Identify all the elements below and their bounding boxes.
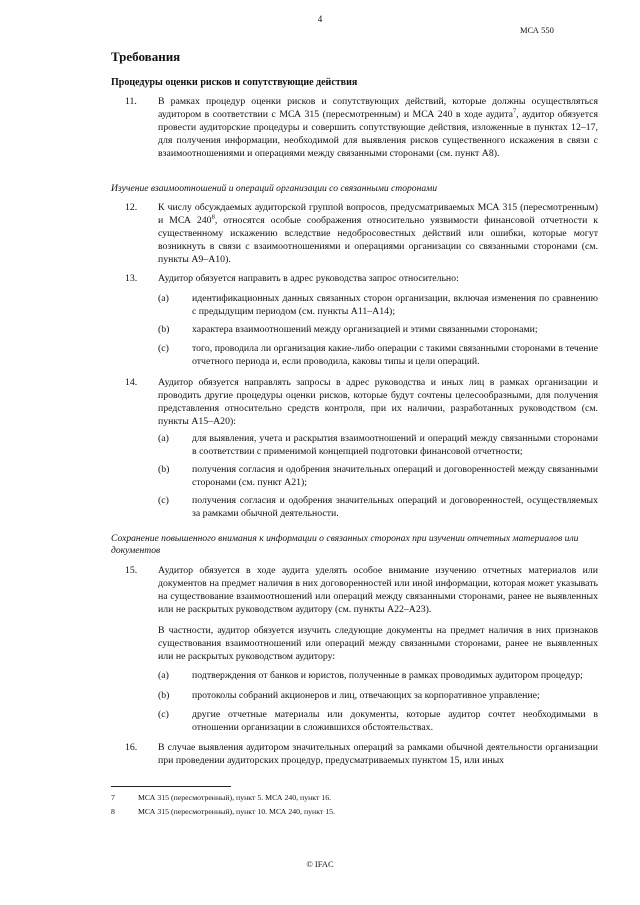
footnote-divider (111, 786, 231, 787)
paragraph-text: В рамках процедур оценки рисков и сопутствующих действий, которые должны осуществляться аудитором в соответствии с МСА 315 (пересмотренным) и МСА 240 в ходе аудита$^7$, аудитор обязуется провести аудиторские процедуры и совершить сопутствующие действия, изложенные в пунктах 12–17, для получения информации, необходимой для выявления рисков существенного искажения в связи с взаимоотношениями и операциями между связанными сторонами (см. пункт А8). (158, 96, 598, 160)
section-heading-documents-review: Сохранение повышенного внимания к информации о связанных сторонах при изучении отчетных материалов или документов (111, 533, 579, 556)
paragraph-13 (111, 272, 598, 285)
list-item: (a) идентификационных данных связанных сторон организации, включая изменения по сравнению с предыдущим периодом (см. пункты А11–А14); (158, 293, 598, 318)
list-item: (a) подтверждения от банков и юристов, полученные в рамках проводимых аудитором процедур; (158, 670, 583, 681)
paragraph-15-continuation: В частности, аудитор обязуется изучить следующие документы на предмет наличия в них признаков существования взаимоотношений или операций между связанными сторонами, ранее не выявленных или не раскрытых руководством аудитору: (158, 625, 598, 663)
section-heading-related-parties: Изучение взаимоотношений и операций организации со связанными сторонами (111, 183, 438, 194)
paragraph-number: 15. (125, 565, 138, 576)
footnote: 8 МСА 315 (пересмотренный), пункт 10. МСА 240, пункт 15. (111, 807, 335, 816)
footnote-ref[interactable]: 8 (211, 213, 215, 221)
list-item: (b) характера взаимоотношений между организацией и этими связанными сторонами; (158, 324, 538, 335)
paragraph-number: 11. (125, 96, 137, 107)
footnote: 7 МСА 315 (пересмотренный), пункт 5. МСА 240, пункт 16. (111, 793, 332, 802)
list-item: (b) получения согласия и одобрения значительных операций и договоренностей между связанными сторонами (см. пункт А21); (158, 464, 598, 489)
paragraph-text: Аудитор обязуется направлять запросы в адрес руководства и иных лиц в рамках организации и проводить другие процедуры оценки рисков, которые будут сочтены целесообразными, для получения представления относительно средств контроля, при их наличии, разработанных руководством (см. пункты А15–А20): (158, 377, 598, 428)
page-title: Требования (111, 49, 181, 64)
paragraph-text: В случае выявления аудитором значительных операций за рамками обычной деятельности организации при проведении аудиторских процедур, предусматриваемых пунктом 15, или иных (158, 742, 598, 767)
paragraph-text: Аудитор обязуется в ходе аудита уделять особое внимание изучению отчетных материалов или документов на предмет наличия в них договоренностей или иной информации, которая может указывать на существование взаимоотношений или операций между связанными сторонами, ранее не выявленных или не раскрытых руководством аудитору (см. пункты А22–А23). (158, 565, 598, 616)
footnote-ref[interactable]: 7 (512, 107, 517, 115)
list-item: (c) другие отчетные материалы или документы, которые аудитор сочтет необходимыми в отношении организации в сложившихся обстоятельствах. (158, 709, 598, 734)
document-id: МСА 550 (520, 25, 554, 35)
list-item: (c) того, проводила ли организация какие-либо операции с такими связанными сторонами в течение отчетного периода и, если проводила, каковы типы и цели операций. (158, 343, 598, 368)
paragraph-14 (111, 376, 598, 428)
paragraph-11 (111, 95, 598, 160)
section-heading-risk-procedures: Процедуры оценки рисков и сопутствующие действия (111, 77, 358, 88)
paragraph-16 (111, 741, 598, 767)
page-number: 4 (317, 14, 323, 24)
paragraph-text: Аудитор обязуется направить в адрес руководства запрос относительно: (158, 273, 459, 284)
paragraph-number: 13. (125, 273, 138, 284)
list-item: (a) для выявления, учета и раскрытия взаимоотношений и операций между связанными сторонами в соответствии с применимой концепцией подготовки финансовой отчетности; (158, 433, 598, 458)
paragraph-12 (111, 201, 598, 266)
list-item: (c) получения согласия и одобрения значительных операций и договоренностей, осуществляемых за рамками обычной деятельности. (158, 495, 598, 520)
paragraph-number: 12. (125, 202, 138, 213)
paragraph-15 (111, 564, 598, 616)
paragraph-text: К числу обсуждаемых аудиторской группой вопросов, предусматриваемых МСА 315 (пересмотренным) и МСА $240^8$, относятся особые соображения относительно уязвимости финансовой отчетности к существенному искажению вследствие недобросовестных действий или ошибки, которые могут возникнуть в связи с взаимоотношениями и операциями организации со связанными сторонами (см. пункты А9–А10). (158, 202, 599, 266)
list-item: (b) протоколы собраний акционеров и лиц, отвечающих за корпоративное управление; (158, 690, 540, 701)
paragraph-number: 16. (125, 742, 138, 753)
page-footer: © IFAC (306, 859, 334, 869)
paragraph-number: 14. (125, 377, 138, 388)
